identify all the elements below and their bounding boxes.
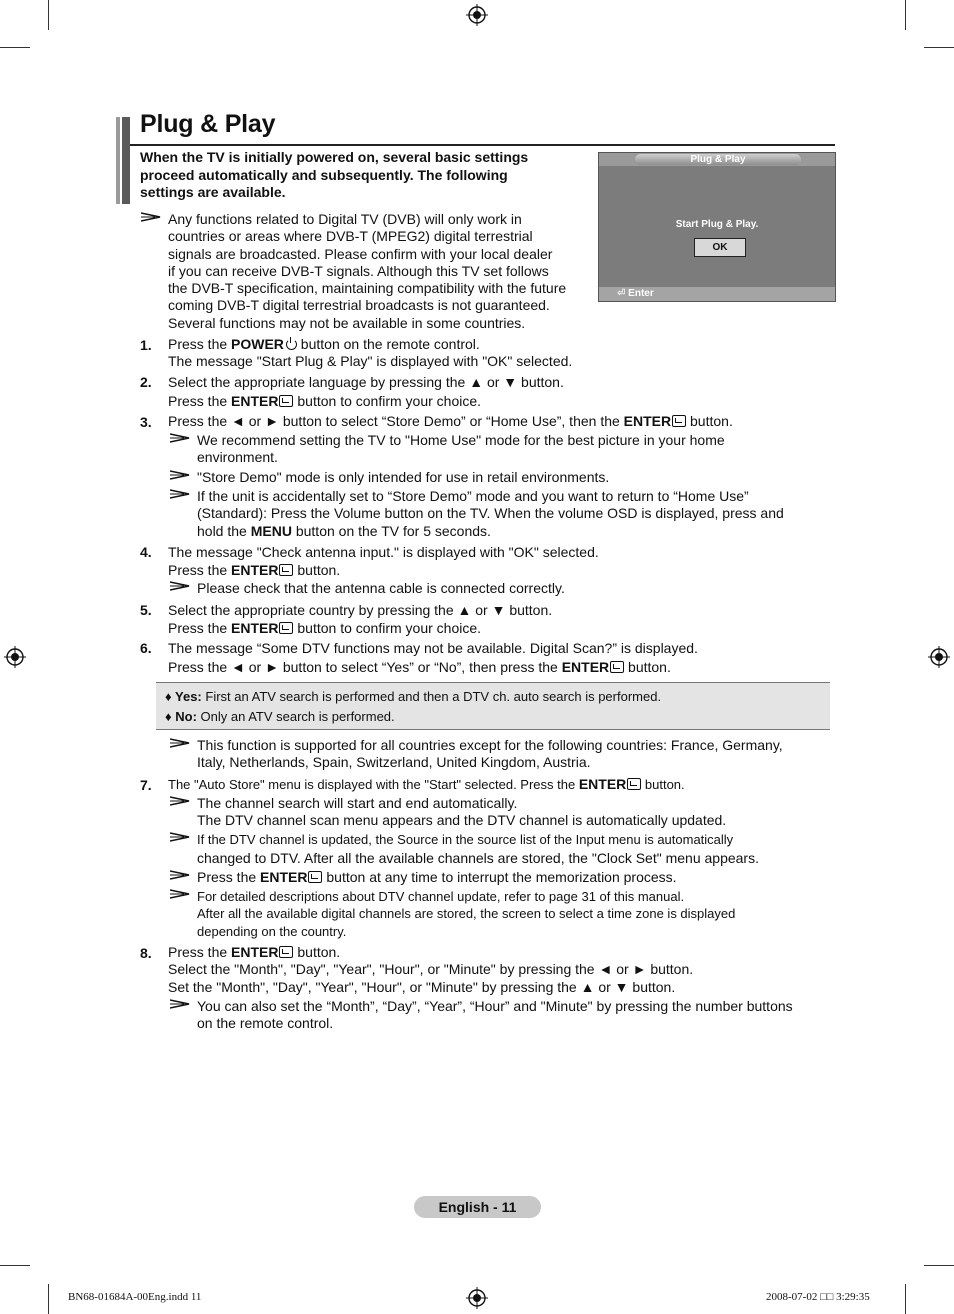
crop-mark — [905, 0, 906, 30]
osd-hint-bar — [599, 287, 835, 301]
enter-key-label: ENTER — [231, 562, 279, 578]
step-2 — [168, 373, 564, 411]
intro-line: When the TV is initially powered on, several basic settings — [140, 149, 529, 165]
step-7-note-2 — [197, 831, 759, 867]
no-text: Only an ATV search is performed. — [196, 709, 395, 724]
intro-text — [140, 149, 580, 202]
step-text: Press the ◄ or ► button to select “Store Demo” or “Home Use”, then the — [168, 413, 624, 429]
osd-enter-icon: ⏎ — [617, 288, 626, 299]
note-line: changed to DTV. After all the available channels are stored, the "Clock Set" menu appears. — [197, 850, 759, 866]
title-rule — [130, 144, 835, 146]
osd-enter-label: Enter — [628, 288, 654, 299]
enter-icon — [279, 395, 293, 407]
yes-no-box — [156, 682, 830, 730]
step-7 — [168, 776, 685, 793]
enter-icon — [610, 661, 624, 673]
crop-mark — [0, 1265, 30, 1266]
registration-mark-icon — [466, 4, 488, 26]
note-line: coming DVB-T digital terrestrial broadcasts is not guaranteed. — [168, 297, 550, 314]
title-side-bar — [116, 117, 130, 204]
step-text: The message “Some DTV functions may not be available. Digital Scan?” is displayed. — [168, 640, 698, 656]
note-arrow-icon — [170, 999, 190, 1009]
note-line: If the unit is accidentally set to “Store Demo” mode and you want to return to “Home Use” — [197, 488, 749, 504]
enter-key-label: ENTER — [623, 413, 672, 429]
enter-icon — [279, 564, 293, 576]
note-line: countries or areas where DVB-T (MPEG2) digital terrestrial — [168, 228, 533, 245]
yes-label: ♦ Yes: — [165, 689, 202, 704]
crop-mark — [0, 47, 30, 48]
note-line: For detailed descriptions about DTV channel update, refer to page 31 of this manual. — [197, 889, 685, 904]
enter-key-label: ENTER — [231, 944, 279, 960]
registration-mark-icon — [466, 1287, 488, 1309]
step-text: button. — [641, 777, 685, 792]
enter-icon — [308, 871, 322, 883]
step-text: The message "Check antenna input." is displayed with "OK" selected. — [168, 544, 599, 560]
page-number: English - 11 — [414, 1196, 541, 1218]
intro-line: settings are available. — [140, 184, 286, 200]
step-6-note — [197, 737, 783, 772]
step-text: Press the — [168, 944, 232, 960]
enter-key-label: ENTER — [561, 659, 610, 675]
step-5 — [168, 601, 552, 637]
note-line: Several functions may not be available in some countries. — [168, 314, 526, 331]
osd-screen — [598, 152, 836, 302]
note-line: on the remote control. — [197, 1015, 334, 1032]
step-number: 3. — [140, 414, 152, 430]
step-7-note-3 — [197, 869, 677, 886]
crop-mark — [905, 1284, 906, 1314]
note-line: If the DTV channel is updated, the Source in the source list of the Input menu is automatically — [197, 832, 734, 847]
no-option — [165, 708, 395, 725]
step-3-note-2: "Store Demo" mode is only intended for use in retail environments. — [197, 469, 610, 485]
note-line: the DVB-T specification, maintaining compatibility with the future — [168, 280, 567, 297]
step-1 — [168, 336, 572, 371]
osd-title: Plug & Play — [635, 154, 801, 165]
crop-mark — [48, 1284, 49, 1314]
note-arrow-icon — [170, 581, 190, 591]
step-number: 8. — [140, 945, 152, 961]
note-arrow-icon — [170, 470, 190, 480]
yes-text: First an ATV search is performed and then a DTV ch. auto search is performed. — [201, 689, 662, 704]
note-line: We recommend setting the TV to "Home Use" mode for the best picture in your home — [197, 432, 725, 448]
note-line: button on the TV for 5 seconds. — [291, 522, 491, 539]
step-text: button. — [293, 944, 341, 960]
osd-title-bar — [599, 153, 835, 166]
step-number: 4. — [140, 544, 152, 560]
note-arrow-icon — [170, 738, 190, 748]
note-line: environment. — [197, 449, 278, 466]
no-label: ♦ No: — [165, 709, 197, 724]
note-line: hold the — [197, 522, 251, 539]
step-text: The "Auto Store" menu is displayed with the "Start" selected. Press the — [168, 777, 579, 792]
enter-key-label: ENTER — [231, 620, 279, 636]
step-text: Press the — [168, 620, 232, 636]
note-line: Italy, Netherlands, Spain, Switzerland, United Kingdom, Austria. — [197, 754, 591, 771]
step-text: button to confirm your choice. — [293, 393, 482, 409]
step-number: 6. — [140, 640, 152, 656]
crop-mark — [924, 1265, 954, 1266]
step-6 — [168, 639, 698, 677]
note-line: Any functions related to Digital TV (DVB) will only work in — [168, 211, 522, 227]
note-line: button at any time to interrupt the memorization process. — [322, 869, 677, 885]
step-7-note-1 — [197, 795, 726, 830]
step-text: button. — [686, 413, 733, 429]
note-line: The channel search will start and end automatically. — [197, 795, 518, 811]
note-line: depending on the country. — [197, 923, 347, 939]
step-text: button on the remote control. — [296, 336, 480, 352]
page-title: Plug & Play — [140, 110, 276, 138]
step-text: button. — [624, 659, 671, 675]
enter-icon — [279, 946, 293, 958]
step-number: 2. — [140, 374, 152, 390]
step-3-note-1 — [197, 432, 725, 467]
note-line: signals are broadcasted. Please confirm with your local dealer — [168, 245, 553, 262]
step-3-note-3 — [197, 488, 784, 540]
step-text: button to confirm your choice. — [293, 620, 482, 636]
note-arrow-icon — [170, 489, 190, 499]
step-text: Set the "Month", "Day", "Year", "Hour", or "Minute" by pressing the ▲ or ▼ button. — [168, 978, 676, 995]
note-line: Press the — [197, 869, 261, 885]
intro-line: proceed automatically and subsequently. The following — [140, 166, 508, 183]
registration-mark-icon — [4, 646, 26, 668]
step-text: button. — [293, 562, 341, 578]
step-text: Press the — [168, 336, 232, 352]
note-line: if you can receive DVB-T signals. Although this TV set follows — [168, 262, 549, 279]
power-icon — [286, 339, 297, 350]
note-arrow-icon — [170, 832, 190, 842]
step-8-note — [197, 998, 793, 1033]
note-arrow-icon — [170, 796, 190, 806]
enter-icon — [672, 415, 686, 427]
dvb-note — [168, 211, 566, 332]
step-text: The message "Start Plug & Play" is displayed with "OK" selected. — [168, 353, 573, 370]
note-arrow-icon — [170, 433, 190, 443]
power-key-label: POWER — [231, 336, 284, 352]
step-text: Press the — [168, 562, 232, 578]
note-arrow-icon — [141, 212, 161, 222]
file-slug: BN68-01684A-00Eng.indd 11 — [68, 1291, 202, 1303]
crop-mark — [48, 0, 49, 30]
note-arrow-icon — [170, 870, 190, 880]
step-text: Select the appropriate language by pressing the ▲ or ▼ button. — [168, 374, 564, 390]
step-text: Press the — [168, 393, 232, 409]
enter-key-label: ENTER — [260, 869, 308, 885]
enter-icon — [627, 778, 641, 790]
step-3 — [168, 413, 733, 430]
note-line: The DTV channel scan menu appears and the DTV channel is automatically updated. — [197, 812, 727, 829]
step-number: 1. — [140, 337, 152, 353]
osd-ok-button: OK — [694, 238, 746, 257]
note-line: You can also set the “Month”, “Day”, “Year”, “Hour” and "Minute" by pressing the number buttons — [197, 998, 793, 1014]
step-text: Press the ◄ or ► button to select “Yes” or “No”, then press the — [168, 659, 562, 675]
menu-key-label: MENU — [250, 522, 292, 539]
step-7-note-4 — [197, 888, 735, 940]
step-text: Select the "Month", "Day", "Year", "Hour", or "Minute" by pressing the ◄ or ► button. — [168, 961, 694, 978]
date-slug: 2008-07-02 □□ 3:29:35 — [766, 1291, 870, 1303]
note-line: This function is supported for all countries except for the following countries: France, Germany, — [197, 737, 783, 753]
enter-icon — [279, 622, 293, 634]
note-arrow-icon — [170, 889, 190, 899]
step-text: Select the appropriate country by pressing the ▲ or ▼ button. — [168, 602, 553, 618]
note-line: (Standard): Press the Volume button on the TV. When the volume OSD is displayed, press and — [197, 505, 784, 522]
enter-key-label: ENTER — [231, 393, 279, 409]
note-line: After all the available digital channels are stored, the screen to select a time zone is displayed — [197, 906, 736, 922]
crop-mark — [924, 47, 954, 48]
step-number: 5. — [140, 602, 152, 618]
yes-option — [165, 688, 661, 705]
osd-message: Start Plug & Play. — [675, 219, 759, 230]
step-4 — [168, 543, 599, 579]
enter-key-label: ENTER — [578, 776, 627, 792]
registration-mark-icon — [928, 646, 950, 668]
step-4-note: Please check that the antenna cable is connected correctly. — [197, 580, 565, 596]
step-number: 7. — [140, 777, 152, 793]
step-8 — [168, 944, 693, 996]
